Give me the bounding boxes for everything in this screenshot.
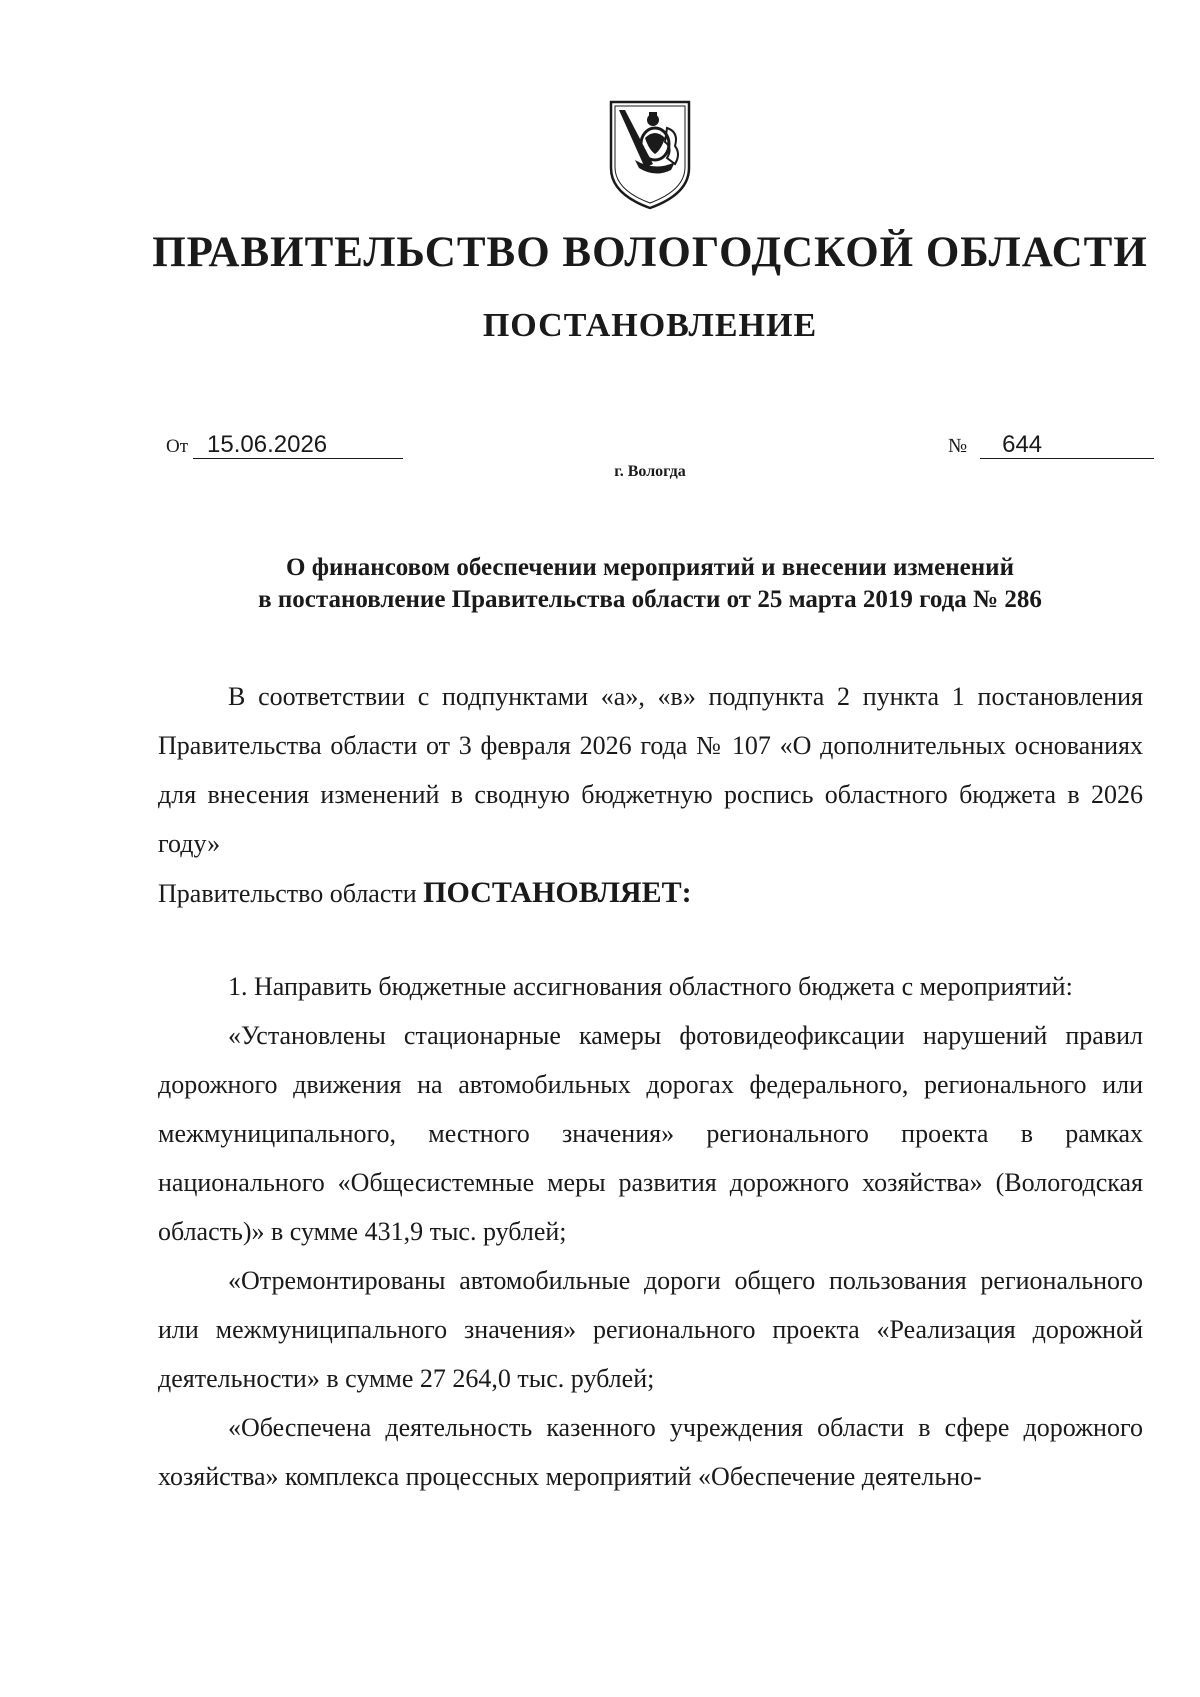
number-field — [948, 432, 1154, 459]
organization-title: ПРАВИТЕЛЬСТВО ВОЛОГОДСКОЙ ОБЛАСТИ — [152, 229, 1148, 276]
decree-word: ПОСТАНОВЛЯЕТ: — [423, 876, 692, 909]
document-type: ПОСТАНОВЛЕНИЕ — [482, 307, 818, 344]
preamble-paragraph: В соответствии с подпунктами «а», «в» подпункта 2 пункта 1 постановления Правительства области от 3 февраля 2026 года № 107 «О дополнительных основаниях для внесения изменений в сводную бюджетную роспись областного бюджета в 2026 году» — [158, 682, 1143, 858]
item-1-paragraph: 1. Направить бюджетные ассигнования областного бюджета с мероприятий: — [228, 972, 1073, 1001]
number-prefix: № — [948, 435, 968, 457]
date-field — [166, 432, 403, 459]
subject-line-1: О финансовом обеспечении мероприятий и внесении изменений — [286, 554, 1014, 581]
coat-of-arms-icon — [605, 98, 695, 210]
city-name: г. Вологда — [614, 463, 686, 480]
quote-3-paragraph: «Обеспечена деятельность казенного учреждения области в сфере дорожного хозяйства» комплекса процессных мероприятий «Обеспечение деятельно- — [158, 1413, 1143, 1491]
quote-1-paragraph: «Установлены стационарные камеры фотовидеофиксации нарушений правил дорожного движения на автомобильных дорогах федерального, регионального или межмуниципального, местного значения» регионального проекта в рамках национального «Общесистемные меры развития дорожного хозяйства» (Вологодская область)» в сумме 431,9 тыс. рублей; — [158, 1021, 1143, 1246]
document-body — [158, 672, 1143, 1501]
document-subject — [0, 552, 1200, 616]
paragraph-gap — [158, 918, 1143, 962]
document-number: 644 — [980, 432, 1154, 459]
quote-2-paragraph: «Отремонтированы автомобильные дороги общего пользования регионального или межмуниципального значения» регионального проекта «Реализация дорожной деятельности» в сумме 27 264,0 тыс. рублей; — [158, 1266, 1143, 1393]
decree-paragraph — [158, 868, 1143, 918]
subject-line-2: в постановление Правительства области от 25 марта 2019 года № 286 — [258, 586, 1042, 613]
decree-lead: Правительство области — [158, 879, 424, 908]
date-prefix: От — [166, 436, 189, 457]
document-date: 15.06.2026 — [193, 432, 403, 459]
